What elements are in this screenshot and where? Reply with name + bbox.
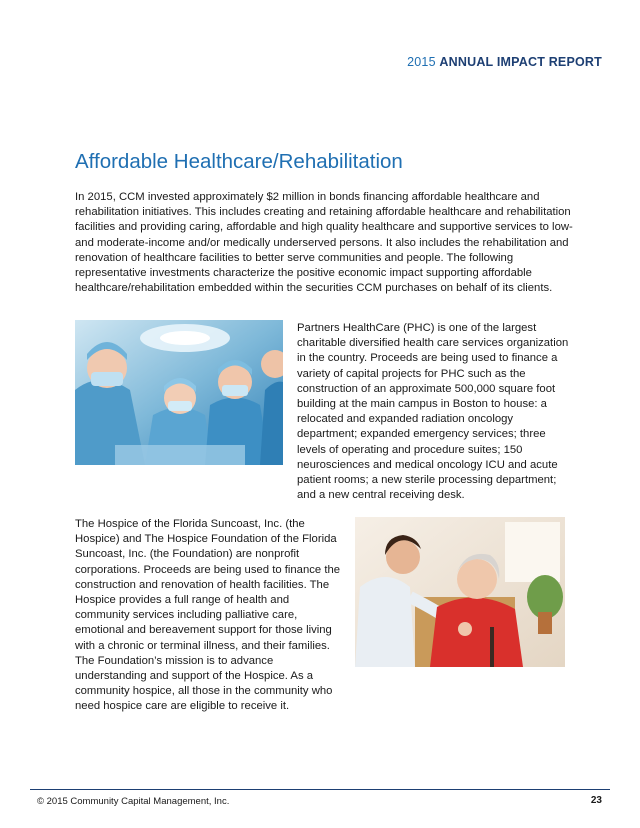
intro-paragraph: In 2015, CCM invested approximately $2 million in bonds financing affordable healthcare and rehabilitation initiatives. This includes creating and retaining affordable healthcare and rehabilitation facilities and providing caring, affordable and high quality healthcare and supportive services to low- and moderate-income and/or medically underserved persons. It also includes the rehabilitation and renovation of healthcare facilities to better serve communities and people. The following representative investments characterize the positive economic impact supporting affordable healthcare/rehabilitation embedded within the securities CCM purchases on behalf of its clients. xyxy=(75,191,573,295)
footer-copyright: © 2015 Community Capital Management, Inc. xyxy=(37,796,230,807)
nurse-patient-photo xyxy=(355,517,565,667)
footer-divider xyxy=(30,789,610,790)
page-number: 23 xyxy=(590,795,602,806)
partners-healthcare-paragraph: Partners HealthCare (PHC) is one of the largest charitable diversified health care services organization in the country. Proceeds are being used to finance a variety of capital projects for PHC such as the construction of an approximate 500,000 square foot building at the main campus in Boston to house: a relocated and expanded radiation oncology department; expanded emergency services; three levels of operating and procedure suites; 150 neurosciences and medical oncology ICU and acute patient rooms; a new sterile processing department; and a new central receiving desk. xyxy=(297,322,569,502)
hospice-paragraph: The Hospice of the Florida Suncoast, Inc. (the Hospice) and The Hospice Foundation of the Florida Suncoast, Inc. (the Foundation) are nonprofit corporations. Proceeds are being used to finance the construction and renovation of health facilities. The Hospice provides a full range of health and community services including palliative care, emotional and bereavement support for those living with a chronic or terminal illness, and their families. The Foundation’s mission is to advance understanding and support of the Hospice. As a community hospice, all those in the community who need hospice care are eligible to receive it. xyxy=(75,518,341,713)
report-header xyxy=(407,55,602,69)
surgical-team-photo xyxy=(75,320,283,465)
report-title: ANNUAL IMPACT REPORT xyxy=(439,55,602,69)
section-title: Affordable Healthcare/Rehabilitation xyxy=(75,150,403,173)
report-year: 2015 xyxy=(407,55,436,69)
